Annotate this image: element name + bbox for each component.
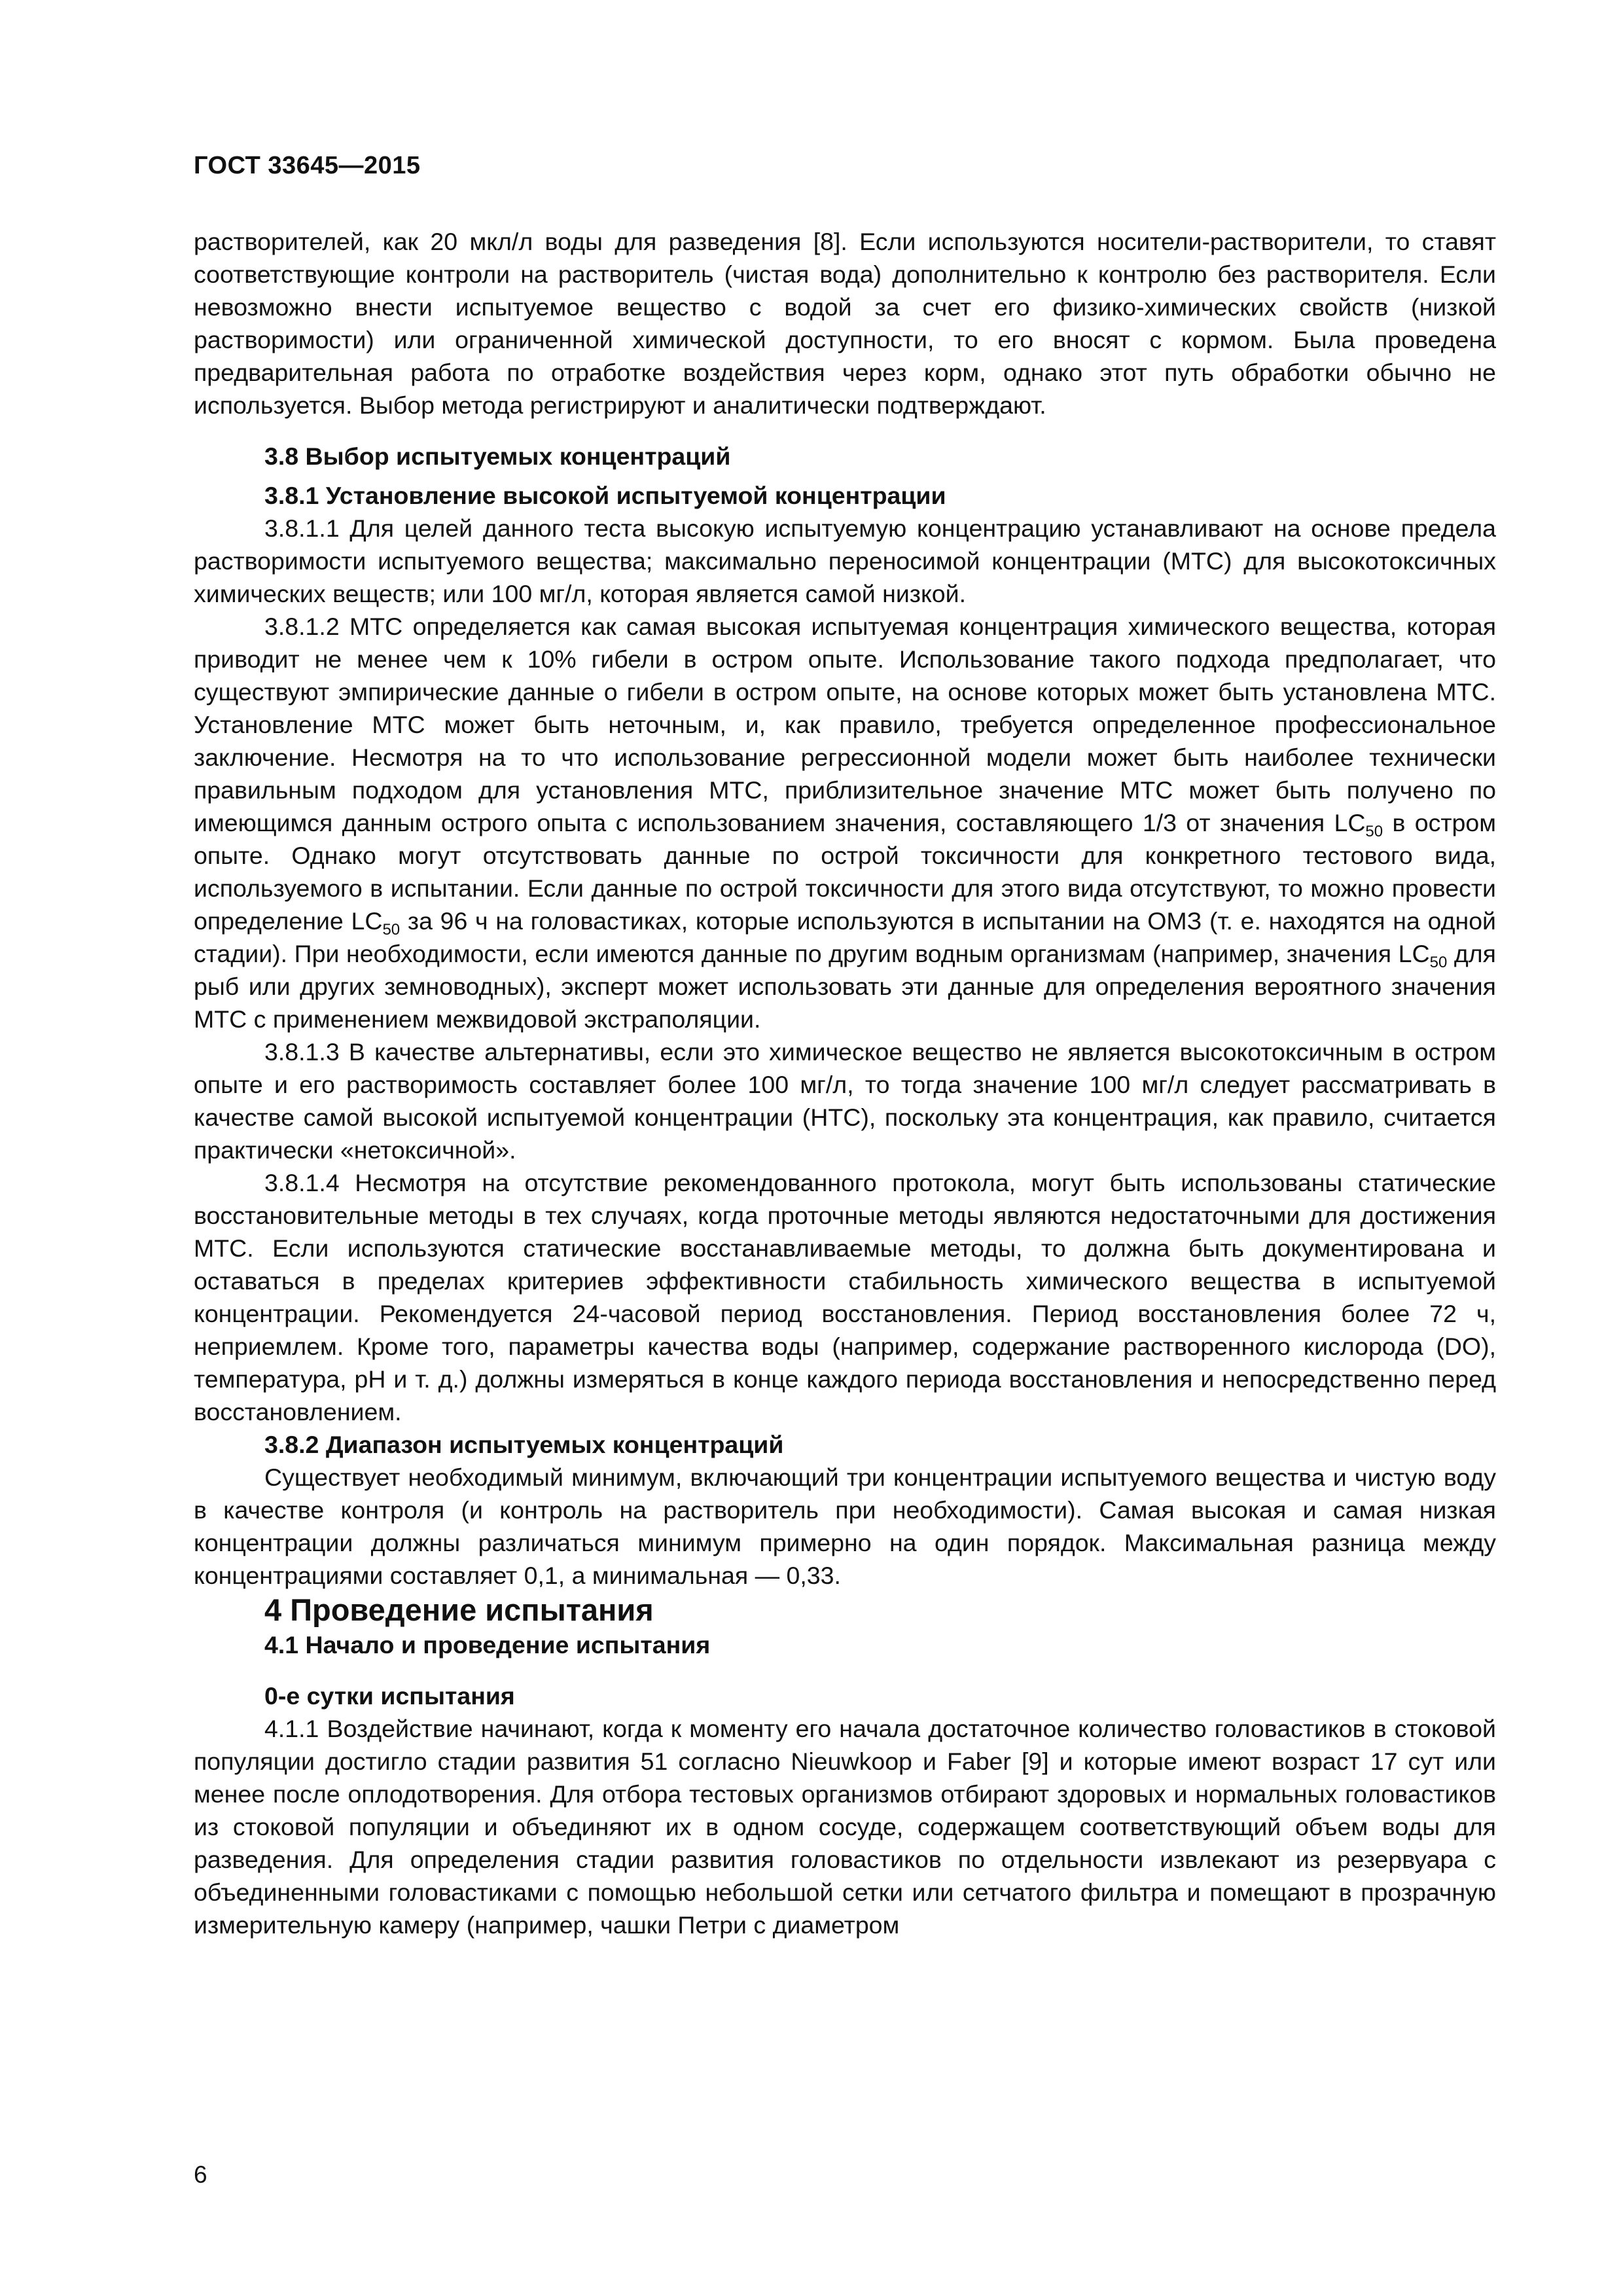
paragraph-3-8-2: Существует необходимый минимум, включающий три концентрации испытуемого вещества и чистую воду в качестве контроля (и контроль на растворитель при необходимости). Самая высокая и самая низкая концентрации должны различаться минимум примерно на один порядок. Максимальная разница между концентрациями составляет 0,1, а минимальная — 0,33.: [194, 1463, 1496, 1589]
paragraph-text: за 96 ч на головастиках, которые используются в испытании на ОМЗ (т. е. находятся на одной стадии). При необходимости, если имеются данные по другим водным организмам (например, значения LC: [194, 907, 1497, 967]
subscript: 50: [1429, 954, 1448, 971]
subscript: 50: [1365, 823, 1383, 840]
document-body: [194, 225, 1496, 1941]
intro-paragraph: растворителей, как 20 мкл/л воды для разведения [8]. Если используются носители-растворители, то ставят соответствующие контроли на растворитель (чистая вода) дополнительно к контролю без растворителя. Если невозможно внести испытуемое вещество с водой за счет его физико-химических свойств (низкой растворимости) или ограниченной химической доступности, то его вносят с кормом. Была проведена предварительная работа по отработке воздействия через корм, однако этот путь обработки обычно не используется. Выбор метода регистрируют и аналитически подтверждают.: [194, 228, 1496, 419]
paragraph-3-8-1-4: 3.8.1.4 Несмотря на отсутствие рекомендованного протокола, могут быть использованы статические восстановительные методы в тех случаях, когда проточные методы являются недостаточными для достижения МТС. Если используются статические восстанавливаемые методы, то должна быть документирована и оставаться в пределах критериев эффективности стабильность химического вещества в испытуемой концентрации. Рекомендуется 24-часовой период восстановления. Период восстановления более 72 ч, неприемлем. Кроме того, параметры качества воды (например, содержание растворенного кислорода (DO), температура, pH и т. д.) должны измеряться в конце каждого периода восстановления и непосредственно перед восстановлением.: [194, 1169, 1496, 1426]
paragraph-text: для рыб или других земноводных), эксперт может использовать эти данные для определения вероятного значения МТС с применением межвидовой экстраполяции.: [194, 940, 1496, 1033]
paragraph-4-1-1: 4.1.1 Воздействие начинают, когда к моменту его начала достаточное количество головастиков в стоковой популяции достигло стадии развития 51 согласно Nieuwkoop и Faber [9] и которые имеют возраст 17 сут или менее после оплодотворения. Для отбора тестовых организмов отбирают здоровых и нормальных головастиков из стоковой популяции и объединяют их в одном сосуде, содержащем соответствующий объем воды для разведения. Для определения стадии развития головастиков по отдельности извлекают из резервуара с объединенными головастиками с помощью небольшой сетки или сетчатого фильтра и помещают в прозрачную измерительную камеру (например, чашки Петри с диаметром: [194, 1715, 1496, 1939]
document-header: ГОСТ 33645—2015: [194, 152, 421, 179]
section-heading-4-1: 4.1 Начало и проведение испытания: [264, 1631, 711, 1659]
section-heading-3-8-1: 3.8.1 Установление высокой испытуемой концентрации: [264, 482, 946, 509]
chapter-heading-4: 4 Проведение испытания: [264, 1592, 654, 1627]
paragraph-text: 3.8.1.2 МТС определяется как самая высокая испытуемая концентрация химического вещества, которая приводит не менее чем к 10% гибели в остром опыте. Использование такого подхода предполагает, что существуют эмпирические данные о гибели в остром опыте, на основе которых может быть установлена МТС. Установление МТС может быть неточным, и, как правило, требуется определенное профессиональное заключение. Несмотря на то что использование регрессионной модели может быть наиболее технически правильным подходом для установления МТС, приблизительное значение МТС может быть получено по имеющимся данным острого опыта с использованием значения, составляющего 1/3 от значения LC: [194, 613, 1496, 836]
subscript: 50: [382, 921, 401, 939]
paragraph-text: в остром опыте. Однако могут отсутствовать данные по острой токсичности для конкретного тестового вида, используемого в испытании. Если данные по острой токсичности для этого вида отсутствуют, то можно провести определение LC: [194, 809, 1496, 935]
section-heading-3-8: 3.8 Выбор испытуемых концентраций: [264, 442, 731, 470]
paragraph-3-8-1-3: 3.8.1.3 В качестве альтернативы, если это химическое вещество не является высокотоксичным в остром опыте и его растворимость составляет более 100 мг/л, то тогда значение 100 мг/л следует рассматривать в качестве самой высокой испытуемой концентрации (НТС), поскольку эта концентрация, как правило, считается практически «нетоксичной».: [194, 1038, 1496, 1164]
paragraph-3-8-1-2: [194, 610, 1496, 1035]
paragraph-3-8-1-1: 3.8.1.1 Для целей данного теста высокую испытуемую концентрацию устанавливают на основе предела растворимости испытуемого вещества; максимально переносимой концентрации (МТС) для высокотоксичных химических веществ; или 100 мг/л, которая является самой низкой.: [194, 514, 1496, 607]
day0-heading: 0-е сутки испытания: [264, 1682, 515, 1710]
page-number: 6: [194, 2161, 207, 2188]
section-heading-3-8-2: 3.8.2 Диапазон испытуемых концентраций: [264, 1431, 784, 1458]
